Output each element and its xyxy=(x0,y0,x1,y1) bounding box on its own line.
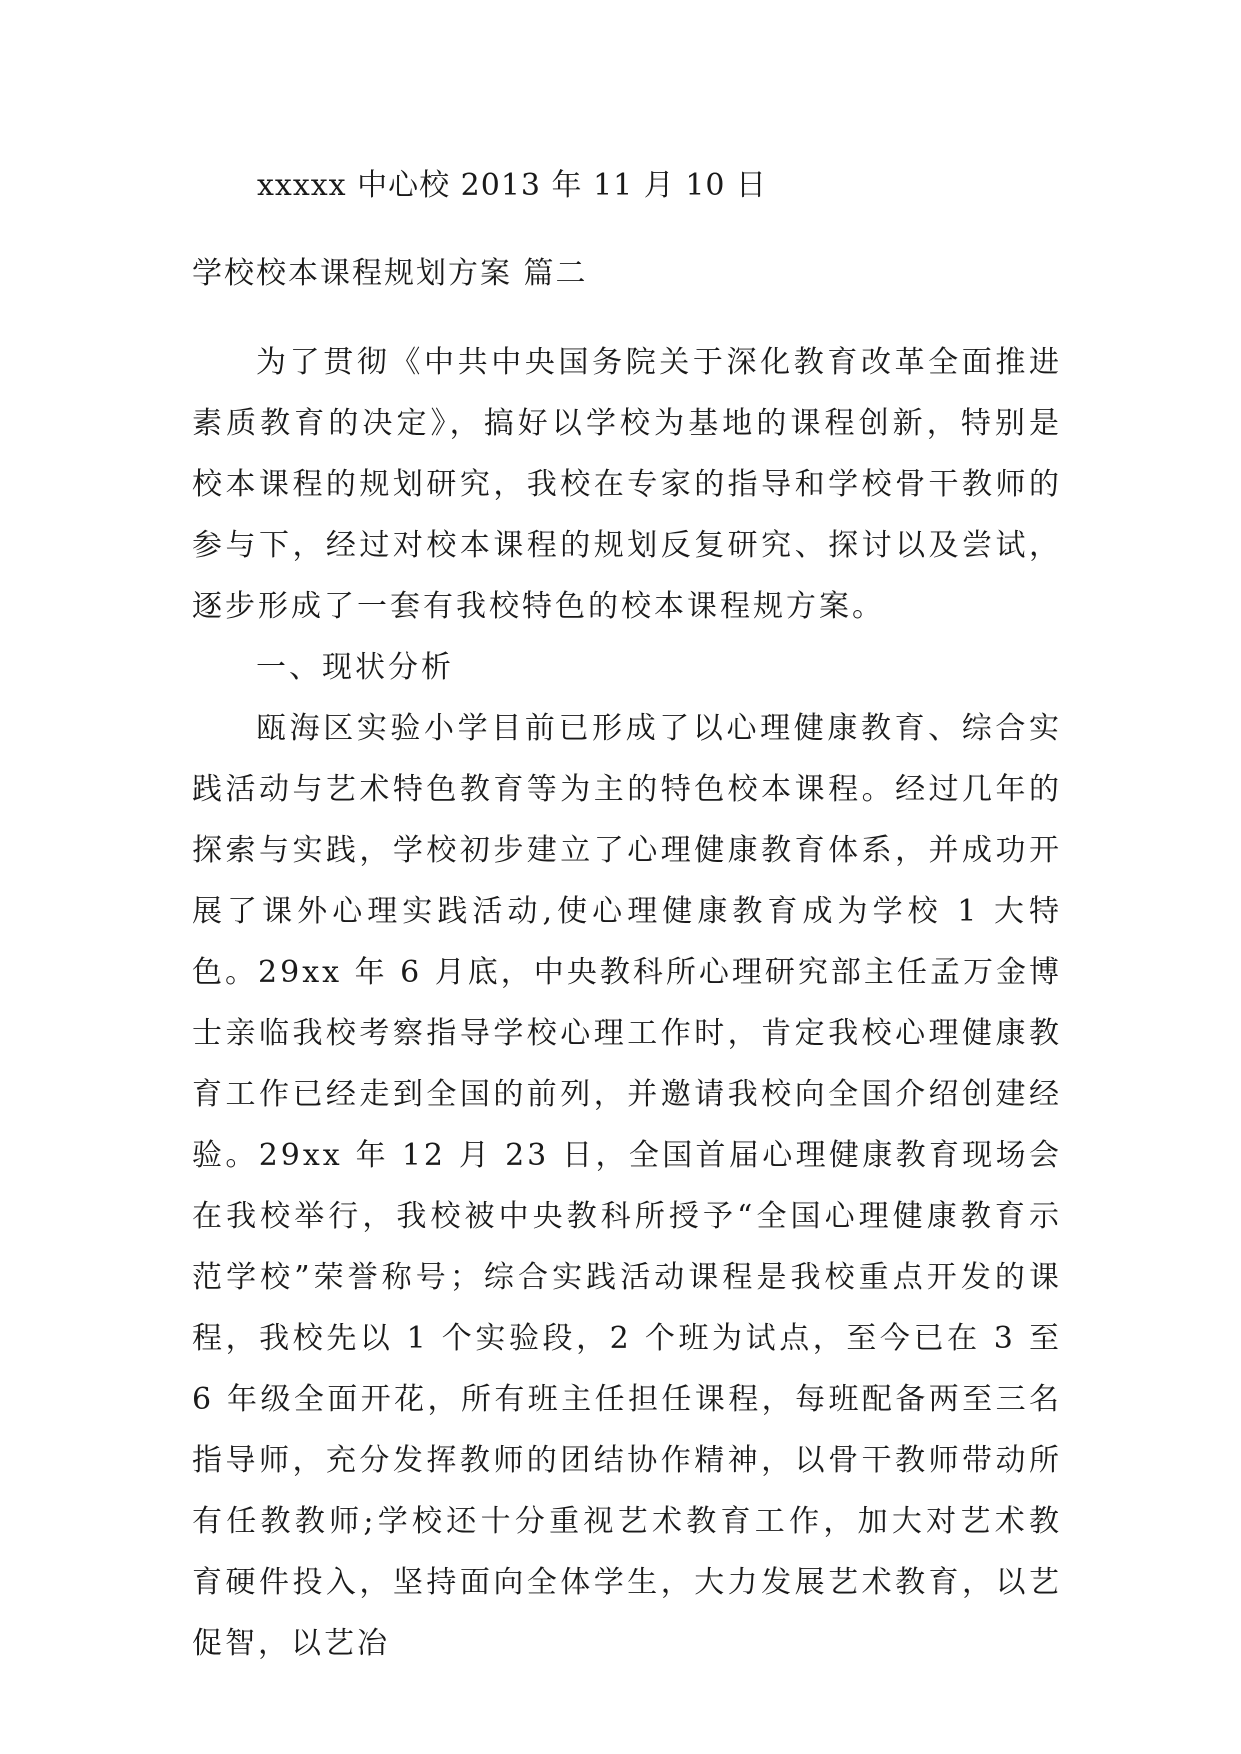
body-paragraph: 为了贯彻《中共中央国务院关于深化教育改革全面推进素质教育的决定》，搞好以学校为基地的课程创新，特别是校本课程的规划研究，我校在专家的指导和学校骨干教师的参与下，经过对校本课程的规划反复研究、探讨以及尝试，逐步形成了一套有我校特色的校本课程规方案。 xyxy=(192,345,1062,624)
section-heading: 一、现状分析 xyxy=(256,650,454,685)
signature-line: xxxxx 中心校 2013 年 11 月 10 日 xyxy=(257,168,768,203)
body-paragraph: 瓯海区实验小学目前已形成了以心理健康教育、综合实践活动与艺术特色教育等为主的特色校本课程。经过几年的探索与实践，学校初步建立了心理健康教育体系，并成功开展了课外心理实践活动,使心理健康教育成为学校 1 大特色。29xx 年 6 月底，中央教科所心理研究部主任孟万金博士亲临我校考察指导学校心理工作时，肯定我校心理健康教育工作已经走到全国的前列，并邀请我校向全国介绍创建经验。29xx 年 12 月 23 日，全国首届心理健康教育现场会在我校举行，我校被中央教科所授予“全国心理健康教育示范学校”荣誉称号；综合实践活动课程是我校重点开发的课程，我校先以 1 个实验段，2 个班为试点，至今已在 3 至 6 年级全面开花，所有班主任担任课程，每班配备两至三名指导师，充分发挥教师的团结协作精神，以骨干教师带动所有任教教师;学校还十分重视艺术教育工作，加大对艺术教育硬件投入，坚持面向全体学生，大力发展艺术教育，以艺促智，以艺冶 xyxy=(192,711,1062,1661)
document-title: 学校校本课程规划方案 篇二 xyxy=(192,256,588,291)
document-body xyxy=(192,332,1062,1674)
